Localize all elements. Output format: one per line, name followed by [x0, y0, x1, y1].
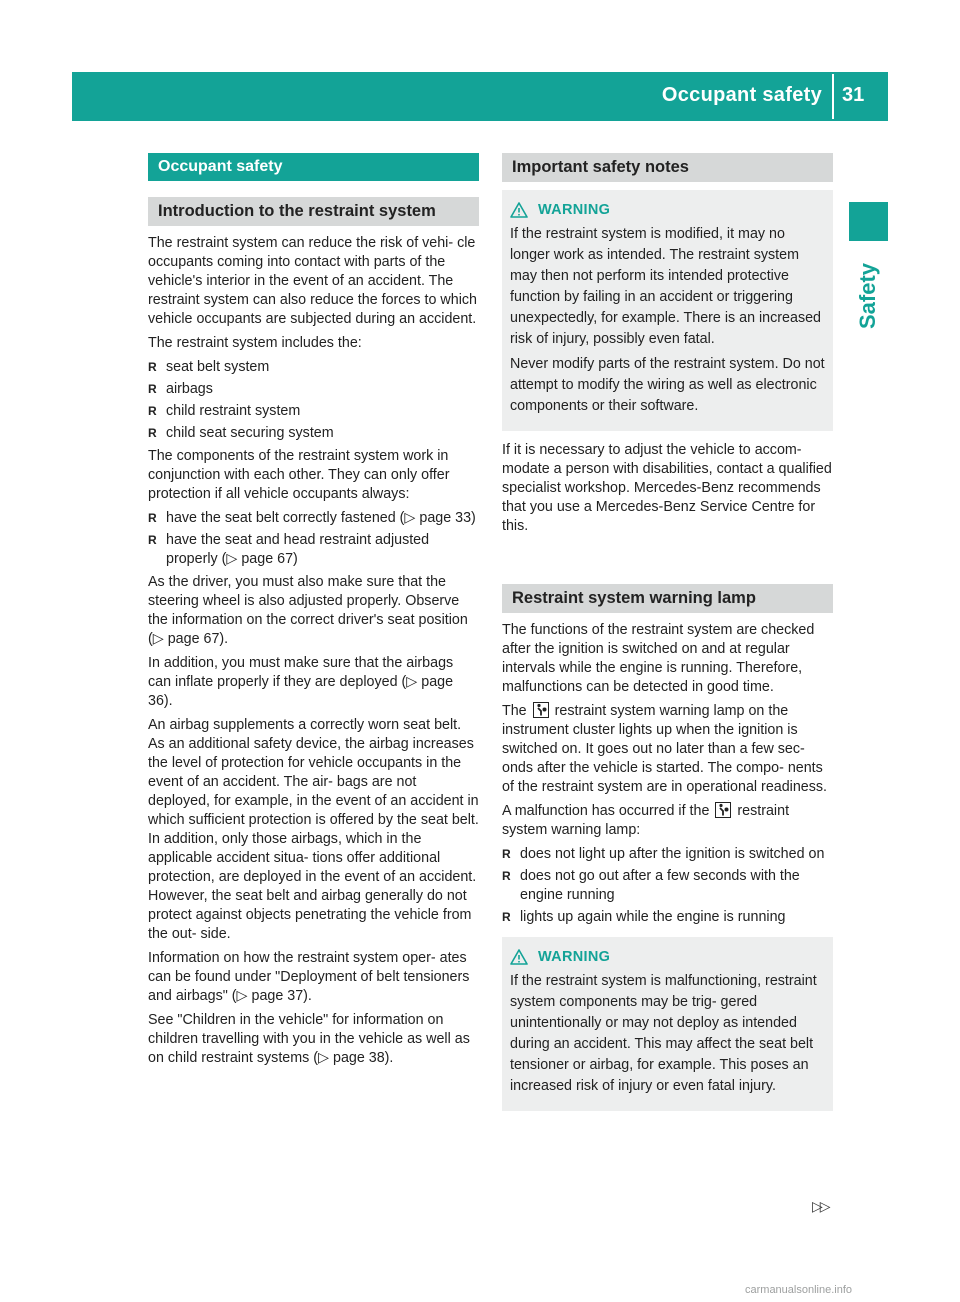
- paragraph: The restraint system includes the:: [148, 335, 362, 351]
- warning-text: If the restraint system is malfunctioning, restraint system components may be trig- gered unintentionally or may not deploy as intended during an accident. This may affect the seat belt tensioner or airbag, for example. This poses an increased risk of injury or even fatal injury.: [510, 973, 817, 1094]
- bullet-list: [148, 509, 479, 569]
- text-fragment: The: [502, 703, 527, 719]
- paragraph: [502, 702, 833, 797]
- list-item: R airbags: [148, 380, 479, 399]
- bullet-list: [148, 358, 479, 443]
- warning-triangle-icon: [510, 202, 528, 218]
- page-number: 31: [842, 84, 865, 106]
- list-item: R have the seat belt correctly fastened (▷ page 33): [148, 509, 479, 528]
- text-fragment: A malfunction has occurred if the: [502, 803, 710, 819]
- list-item: R have the seat and head restraint adjusted properly (▷ page 67): [148, 531, 479, 569]
- list-item: R does not go out after a few seconds with the engine running: [502, 867, 833, 905]
- text-fragment: restraint system warning lamp on the instrument cluster lights up when the ignition is switched on. It goes out no later than a few sec- onds after the vehicle is started. The compo- nents of the restraint system are in operational readiness.: [502, 703, 828, 795]
- paragraph: The components of the restraint system work in conjunction with each other. They can only offer protection if all vehicle occupants always:: [148, 448, 450, 502]
- left-column: [148, 153, 479, 1073]
- paragraph: An airbag supplements a correctly worn seat belt. As an additional safety device, the airbag increases the level of protection for vehicle occupants in the event of an accident. The air- bags are not deployed, for example, in the event of an accident in which sufficient protection is offered by the seat belt. In addition, only those airbags, which in the applicable accident situa- tions offer additional protection, are deployed in the event of an accident. However, the seat belt and airbag generally do not protect against objects penetrating the vehicle from the out- side.: [148, 717, 479, 942]
- subsection-heading: Introduction to the restraint system: [148, 197, 479, 226]
- list-item: R seat belt system: [148, 358, 479, 377]
- bullet-list: [502, 845, 833, 927]
- paragraph: The functions of the restraint system are checked after the ignition is switched on and at regular intervals while the engine is running. Therefore, malfunctions can be detected in good time.: [502, 622, 815, 695]
- section-heading: Occupant safety: [148, 153, 479, 181]
- paragraph: See "Children in the vehicle" for information on children travelling with you in the vehicle as well as on child restraint systems (▷ page 38).: [148, 1012, 470, 1066]
- subsection-heading: Important safety notes: [502, 153, 833, 182]
- warning-title: WARNING: [538, 949, 611, 965]
- header-separator: [832, 74, 834, 119]
- paragraph: [502, 802, 833, 840]
- list-item: R child restraint system: [148, 402, 479, 421]
- list-item: R does not light up after the ignition is switched on: [502, 845, 833, 864]
- warning-text: If the restraint system is modified, it may no longer work as intended. The restraint system may then not perform its intended protective function by failing in an accident or triggering unexpectedly, for example. There is an increased risk of injury, possibly even fatal.: [510, 226, 821, 347]
- side-tab-label: Safety: [855, 262, 880, 330]
- warning-text: Never modify parts of the restraint system. Do not attempt to modify the wiring as well as electronic components or their software.: [510, 356, 825, 414]
- warning-box: [502, 937, 833, 1111]
- warning-triangle-icon: [510, 949, 528, 965]
- paragraph: Information on how the restraint system oper- ates can be found under "Deployment of belt tensioners and airbags" (▷ page 37).: [148, 950, 470, 1004]
- airbag-warning-lamp-icon: [533, 702, 549, 718]
- watermark: carmanualsonline.info: [745, 1284, 853, 1296]
- right-column: [502, 153, 833, 1121]
- list-item: R lights up again while the engine is running: [502, 908, 833, 927]
- paragraph: As the driver, you must also make sure that the steering wheel is also adjusted properly. Observe the information on the correct driver's seat position (▷ page 67).: [148, 574, 468, 647]
- text-fragment: restraint system warning lamp:: [502, 803, 790, 838]
- side-tab-block: [849, 202, 888, 241]
- warning-box: [502, 190, 833, 431]
- warning-title: WARNING: [538, 202, 611, 218]
- paragraph: If it is necessary to adjust the vehicle to accom- modate a person with disabilities, contact a qualified specialist workshop. Mercedes-Benz recommends that you use a Mercedes-Benz Service Centre for this.: [502, 442, 832, 534]
- airbag-warning-lamp-icon: [715, 802, 731, 818]
- paragraph: The restraint system can reduce the risk of vehi- cle occupants coming into contact with parts of the vehicle's interior in the event of an accident. The restraint system can also reduce the forces to which vehicle occupants are subjected during an accident.: [148, 235, 477, 327]
- paragraph: In addition, you must make sure that the airbags can inflate properly if they are deployed (▷ page 36).: [148, 655, 454, 709]
- list-item: R child seat securing system: [148, 424, 479, 443]
- subsection-heading: Restraint system warning lamp: [502, 584, 833, 613]
- continue-arrow-icon: ▷▷: [812, 1198, 828, 1214]
- header-title: Occupant safety: [661, 84, 822, 106]
